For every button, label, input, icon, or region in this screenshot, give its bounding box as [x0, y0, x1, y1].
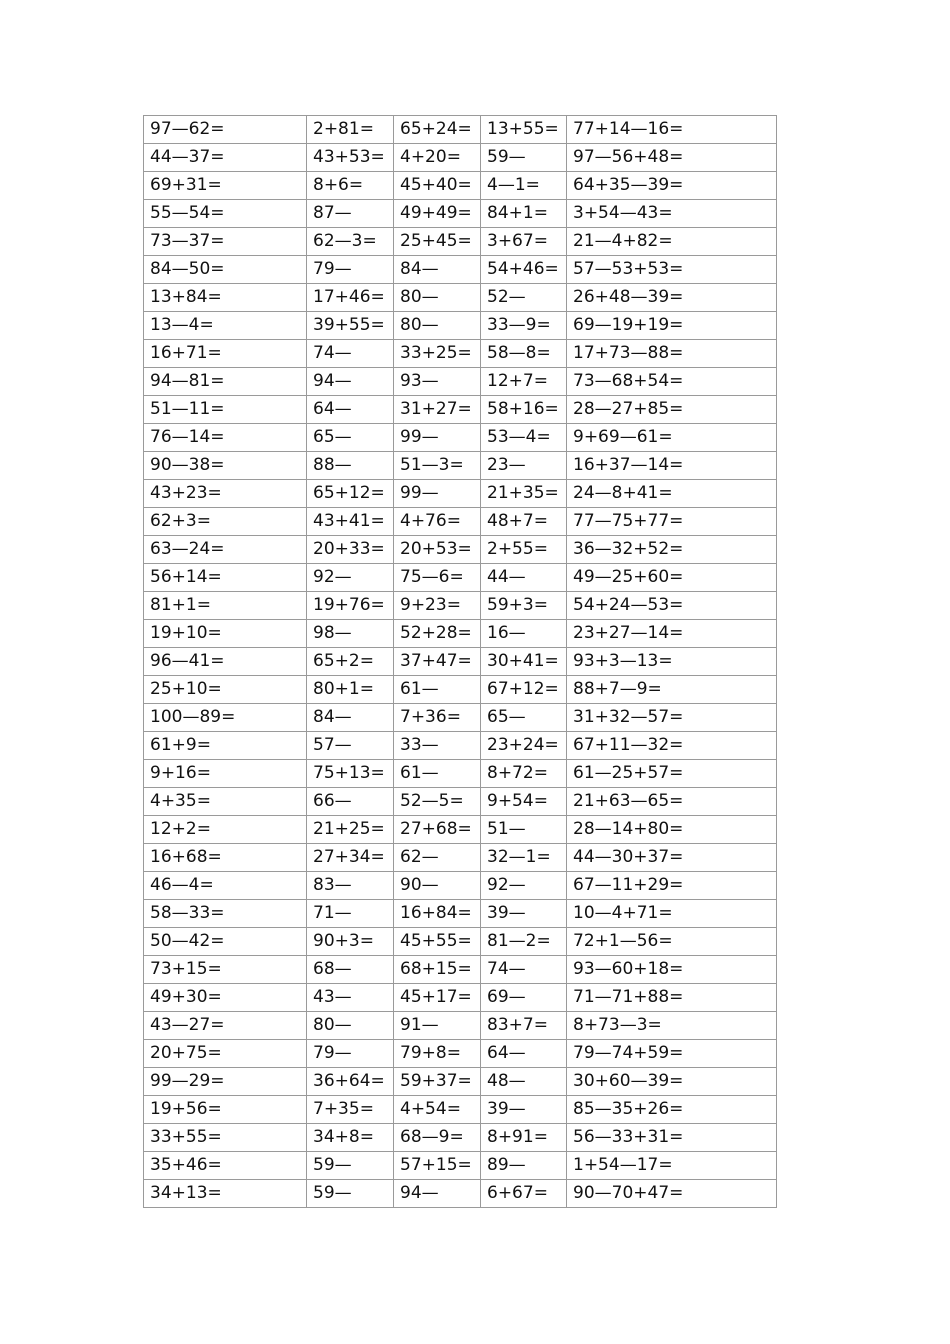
problem-cell: 59+3=: [481, 592, 567, 620]
worksheet-row: [144, 900, 777, 928]
problem-cell: 45+40=: [394, 172, 481, 200]
problem-cell: 9+16=: [144, 760, 307, 788]
problem-cell: 10—4+71=: [567, 900, 777, 928]
problem-cell: 93—60+18=: [567, 956, 777, 984]
problem-cell: 2+55=: [481, 536, 567, 564]
problem-cell: 50—42=: [144, 928, 307, 956]
problem-cell: 79+8=: [394, 1040, 481, 1068]
problem-cell: 31+32—57=: [567, 704, 777, 732]
problem-cell: 17+73—88=: [567, 340, 777, 368]
problem-cell: 73—37=: [144, 228, 307, 256]
problem-cell: 52—5=: [394, 788, 481, 816]
problem-cell: 23+24=: [481, 732, 567, 760]
problem-cell: 33+25=: [394, 340, 481, 368]
problem-cell: 16+84=: [394, 900, 481, 928]
problem-cell: 58+16=: [481, 396, 567, 424]
problem-cell: 88+7—9=: [567, 676, 777, 704]
problem-cell: 20+33=: [307, 536, 394, 564]
problem-cell: 79—: [307, 1040, 394, 1068]
problem-cell: 16+71=: [144, 340, 307, 368]
problem-cell: 96—41=: [144, 648, 307, 676]
problem-cell: 43+41=: [307, 508, 394, 536]
problem-cell: 59+37=: [394, 1068, 481, 1096]
worksheet-row: [144, 620, 777, 648]
problem-cell: 67+11—32=: [567, 732, 777, 760]
problem-cell: 39+55=: [307, 312, 394, 340]
problem-cell: 67—11+29=: [567, 872, 777, 900]
problem-cell: 20+75=: [144, 1040, 307, 1068]
problem-cell: 35+46=: [144, 1152, 307, 1180]
problem-cell: 12+7=: [481, 368, 567, 396]
problem-cell: 19+76=: [307, 592, 394, 620]
problem-cell: 74—: [307, 340, 394, 368]
problem-cell: 53—4=: [481, 424, 567, 452]
problem-cell: 44—30+37=: [567, 844, 777, 872]
problem-cell: 91—: [394, 1012, 481, 1040]
problem-cell: 66—: [307, 788, 394, 816]
problem-cell: 79—: [307, 256, 394, 284]
problem-cell: 13+84=: [144, 284, 307, 312]
problem-cell: 4+20=: [394, 144, 481, 172]
problem-cell: 98—: [307, 620, 394, 648]
worksheet-row: [144, 816, 777, 844]
worksheet-row: [144, 704, 777, 732]
worksheet-row: [144, 1068, 777, 1096]
problem-cell: 85—35+26=: [567, 1096, 777, 1124]
worksheet-row: [144, 592, 777, 620]
problem-cell: 97—56+48=: [567, 144, 777, 172]
problem-cell: 54+24—53=: [567, 592, 777, 620]
problem-cell: 76—14=: [144, 424, 307, 452]
problem-cell: 56—33+31=: [567, 1124, 777, 1152]
problem-cell: 17+46=: [307, 284, 394, 312]
problem-cell: 99—29=: [144, 1068, 307, 1096]
problem-cell: 69+31=: [144, 172, 307, 200]
worksheet-row: [144, 312, 777, 340]
problem-cell: 56+14=: [144, 564, 307, 592]
problem-cell: 93+3—13=: [567, 648, 777, 676]
problem-cell: 90—: [394, 872, 481, 900]
worksheet-row: [144, 480, 777, 508]
problem-cell: 64—: [307, 396, 394, 424]
problem-cell: 49+30=: [144, 984, 307, 1012]
problem-cell: 92—: [307, 564, 394, 592]
worksheet-row: [144, 144, 777, 172]
problem-cell: 51—: [481, 816, 567, 844]
problem-cell: 62—3=: [307, 228, 394, 256]
problem-cell: 57—: [307, 732, 394, 760]
problem-cell: 21+63—65=: [567, 788, 777, 816]
problem-cell: 33—9=: [481, 312, 567, 340]
problem-cell: 54+46=: [481, 256, 567, 284]
problem-cell: 16+37—14=: [567, 452, 777, 480]
problem-cell: 80—: [394, 312, 481, 340]
problem-cell: 75+13=: [307, 760, 394, 788]
problem-cell: 3+54—43=: [567, 200, 777, 228]
problem-cell: 88—: [307, 452, 394, 480]
problem-cell: 77—75+77=: [567, 508, 777, 536]
problem-cell: 51—3=: [394, 452, 481, 480]
problem-cell: 6+67=: [481, 1180, 567, 1208]
problem-cell: 21+35=: [481, 480, 567, 508]
problem-cell: 83—: [307, 872, 394, 900]
problem-cell: 97—62=: [144, 116, 307, 144]
problem-cell: 25+10=: [144, 676, 307, 704]
problem-cell: 4+35=: [144, 788, 307, 816]
problem-cell: 94—: [307, 368, 394, 396]
problem-cell: 48+7=: [481, 508, 567, 536]
worksheet-row: [144, 732, 777, 760]
problem-cell: 84—: [394, 256, 481, 284]
problem-cell: 4—1=: [481, 172, 567, 200]
problem-cell: 90—38=: [144, 452, 307, 480]
problem-cell: 34+8=: [307, 1124, 394, 1152]
problem-cell: 8+6=: [307, 172, 394, 200]
problem-cell: 25+45=: [394, 228, 481, 256]
worksheet-row: [144, 536, 777, 564]
worksheet-row: [144, 1096, 777, 1124]
worksheet-row: [144, 844, 777, 872]
arithmetic-worksheet-table: [143, 115, 777, 1208]
worksheet-row: [144, 872, 777, 900]
problem-cell: 49—25+60=: [567, 564, 777, 592]
worksheet-row: [144, 1152, 777, 1180]
problem-cell: 2+81=: [307, 116, 394, 144]
problem-cell: 7+36=: [394, 704, 481, 732]
worksheet-row: [144, 424, 777, 452]
worksheet-row: [144, 396, 777, 424]
worksheet-row: [144, 340, 777, 368]
problem-cell: 84—: [307, 704, 394, 732]
problem-cell: 52—: [481, 284, 567, 312]
problem-cell: 7+35=: [307, 1096, 394, 1124]
worksheet-row: [144, 368, 777, 396]
problem-cell: 39—: [481, 1096, 567, 1124]
problem-cell: 26+48—39=: [567, 284, 777, 312]
problem-cell: 4+54=: [394, 1096, 481, 1124]
problem-cell: 62+3=: [144, 508, 307, 536]
problem-cell: 30+41=: [481, 648, 567, 676]
problem-cell: 71—: [307, 900, 394, 928]
problem-cell: 99—: [394, 424, 481, 452]
problem-cell: 77+14—16=: [567, 116, 777, 144]
worksheet-row: [144, 928, 777, 956]
problem-cell: 32—1=: [481, 844, 567, 872]
problem-cell: 21+25=: [307, 816, 394, 844]
problem-cell: 19+56=: [144, 1096, 307, 1124]
problem-cell: 80—: [307, 1012, 394, 1040]
problem-cell: 43—27=: [144, 1012, 307, 1040]
problem-cell: 57+15=: [394, 1152, 481, 1180]
problem-cell: 46—4=: [144, 872, 307, 900]
problem-cell: 80—: [394, 284, 481, 312]
worksheet-row: [144, 256, 777, 284]
problem-cell: 68+15=: [394, 956, 481, 984]
problem-cell: 68—: [307, 956, 394, 984]
problem-cell: 64—: [481, 1040, 567, 1068]
problem-cell: 68—9=: [394, 1124, 481, 1152]
worksheet-row: [144, 200, 777, 228]
problem-cell: 75—6=: [394, 564, 481, 592]
problem-cell: 93—: [394, 368, 481, 396]
problem-cell: 81+1=: [144, 592, 307, 620]
problem-cell: 73—68+54=: [567, 368, 777, 396]
problem-cell: 8+91=: [481, 1124, 567, 1152]
worksheet-row: [144, 676, 777, 704]
problem-cell: 48—: [481, 1068, 567, 1096]
problem-cell: 67+12=: [481, 676, 567, 704]
worksheet-body: [144, 116, 777, 1208]
problem-cell: 65+2=: [307, 648, 394, 676]
problem-cell: 23—: [481, 452, 567, 480]
problem-cell: 72+1—56=: [567, 928, 777, 956]
problem-cell: 8+73—3=: [567, 1012, 777, 1040]
problem-cell: 61+9=: [144, 732, 307, 760]
problem-cell: 31+27=: [394, 396, 481, 424]
problem-cell: 1+54—17=: [567, 1152, 777, 1180]
problem-cell: 9+69—61=: [567, 424, 777, 452]
problem-cell: 61—: [394, 760, 481, 788]
problem-cell: 20+53=: [394, 536, 481, 564]
problem-cell: 34+13=: [144, 1180, 307, 1208]
problem-cell: 89—: [481, 1152, 567, 1180]
problem-cell: 59—: [481, 144, 567, 172]
problem-cell: 8+72=: [481, 760, 567, 788]
worksheet-row: [144, 1180, 777, 1208]
problem-cell: 57—53+53=: [567, 256, 777, 284]
problem-cell: 27+34=: [307, 844, 394, 872]
problem-cell: 33—: [394, 732, 481, 760]
problem-cell: 99—: [394, 480, 481, 508]
problem-cell: 13—4=: [144, 312, 307, 340]
problem-cell: 51—11=: [144, 396, 307, 424]
problem-cell: 69—: [481, 984, 567, 1012]
problem-cell: 90+3=: [307, 928, 394, 956]
problem-cell: 58—33=: [144, 900, 307, 928]
problem-cell: 65+24=: [394, 116, 481, 144]
problem-cell: 21—4+82=: [567, 228, 777, 256]
worksheet-row: [144, 228, 777, 256]
problem-cell: 13+55=: [481, 116, 567, 144]
problem-cell: 43+53=: [307, 144, 394, 172]
worksheet-row: [144, 788, 777, 816]
problem-cell: 62—: [394, 844, 481, 872]
problem-cell: 61—25+57=: [567, 760, 777, 788]
problem-cell: 61—: [394, 676, 481, 704]
problem-cell: 65—: [307, 424, 394, 452]
problem-cell: 43+23=: [144, 480, 307, 508]
worksheet-row: [144, 648, 777, 676]
problem-cell: 43—: [307, 984, 394, 1012]
problem-cell: 64+35—39=: [567, 172, 777, 200]
problem-cell: 84+1=: [481, 200, 567, 228]
problem-cell: 19+10=: [144, 620, 307, 648]
problem-cell: 87—: [307, 200, 394, 228]
problem-cell: 59—: [307, 1152, 394, 1180]
worksheet-row: [144, 284, 777, 312]
worksheet-row: [144, 452, 777, 480]
problem-cell: 45+55=: [394, 928, 481, 956]
problem-cell: 73+15=: [144, 956, 307, 984]
problem-cell: 100—89=: [144, 704, 307, 732]
worksheet-row: [144, 956, 777, 984]
problem-cell: 94—81=: [144, 368, 307, 396]
worksheet-row: [144, 760, 777, 788]
problem-cell: 23+27—14=: [567, 620, 777, 648]
problem-cell: 65—: [481, 704, 567, 732]
problem-cell: 3+67=: [481, 228, 567, 256]
problem-cell: 30+60—39=: [567, 1068, 777, 1096]
problem-cell: 90—70+47=: [567, 1180, 777, 1208]
worksheet-row: [144, 1040, 777, 1068]
problem-cell: 71—71+88=: [567, 984, 777, 1012]
problem-cell: 44—: [481, 564, 567, 592]
problem-cell: 28—14+80=: [567, 816, 777, 844]
problem-cell: 4+76=: [394, 508, 481, 536]
problem-cell: 52+28=: [394, 620, 481, 648]
worksheet-row: [144, 116, 777, 144]
problem-cell: 9+54=: [481, 788, 567, 816]
problem-cell: 39—: [481, 900, 567, 928]
worksheet-row: [144, 984, 777, 1012]
problem-cell: 83+7=: [481, 1012, 567, 1040]
worksheet-row: [144, 1124, 777, 1152]
problem-cell: 36—32+52=: [567, 536, 777, 564]
problem-cell: 49+49=: [394, 200, 481, 228]
problem-cell: 55—54=: [144, 200, 307, 228]
problem-cell: 92—: [481, 872, 567, 900]
problem-cell: 59—: [307, 1180, 394, 1208]
problem-cell: 84—50=: [144, 256, 307, 284]
problem-cell: 80+1=: [307, 676, 394, 704]
worksheet-row: [144, 564, 777, 592]
worksheet-row: [144, 1012, 777, 1040]
problem-cell: 27+68=: [394, 816, 481, 844]
problem-cell: 94—: [394, 1180, 481, 1208]
problem-cell: 16+68=: [144, 844, 307, 872]
problem-cell: 37+47=: [394, 648, 481, 676]
problem-cell: 44—37=: [144, 144, 307, 172]
problem-cell: 74—: [481, 956, 567, 984]
problem-cell: 12+2=: [144, 816, 307, 844]
worksheet-row: [144, 508, 777, 536]
problem-cell: 28—27+85=: [567, 396, 777, 424]
problem-cell: 58—8=: [481, 340, 567, 368]
worksheet-row: [144, 172, 777, 200]
problem-cell: 69—19+19=: [567, 312, 777, 340]
problem-cell: 65+12=: [307, 480, 394, 508]
problem-cell: 9+23=: [394, 592, 481, 620]
problem-cell: 81—2=: [481, 928, 567, 956]
problem-cell: 45+17=: [394, 984, 481, 1012]
problem-cell: 36+64=: [307, 1068, 394, 1096]
problem-cell: 63—24=: [144, 536, 307, 564]
problem-cell: 24—8+41=: [567, 480, 777, 508]
problem-cell: 16—: [481, 620, 567, 648]
problem-cell: 79—74+59=: [567, 1040, 777, 1068]
problem-cell: 33+55=: [144, 1124, 307, 1152]
